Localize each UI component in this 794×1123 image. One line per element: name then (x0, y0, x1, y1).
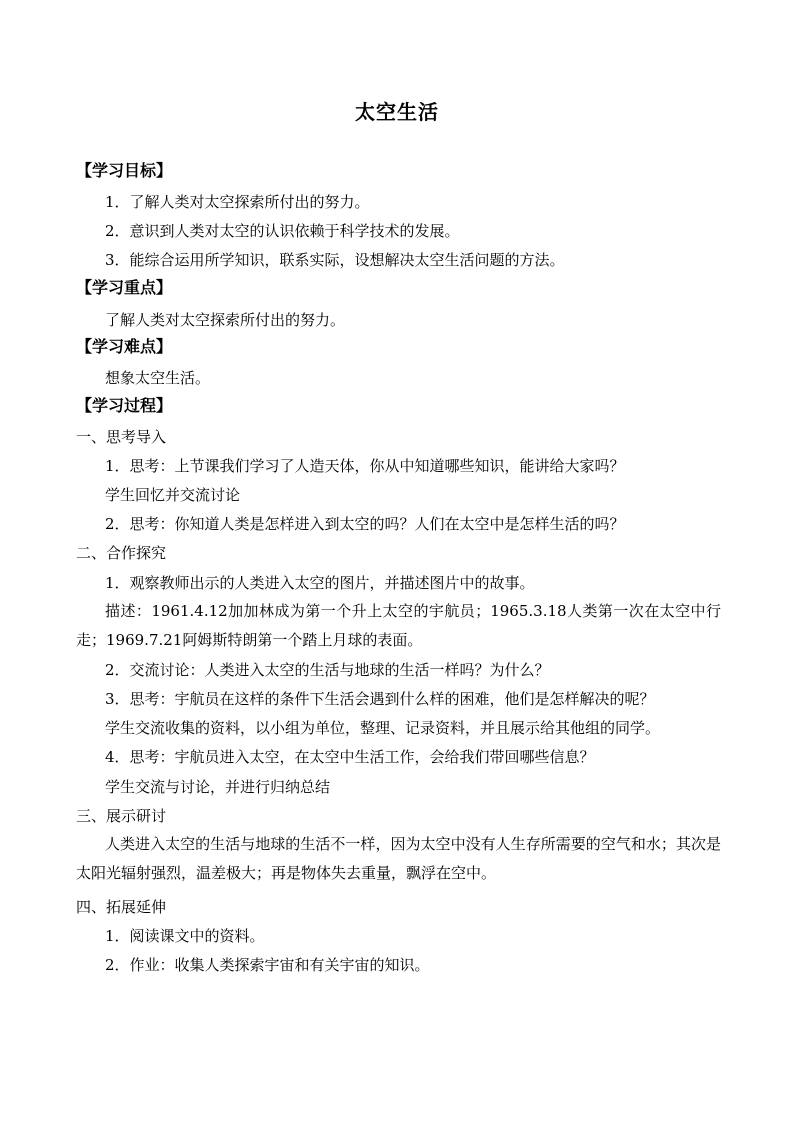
section2-item-2: 2．交流讨论：人类进入太空的生活与地球的生活一样吗？为什么？ (105, 661, 550, 679)
section2-item-4: 4．思考：宇航员进入太空，在太空中生活工作，会给我们带回哪些信息？ (105, 748, 595, 766)
section4-title: 四、拓展延伸 (76, 898, 167, 916)
section1-note-1: 学生回忆并交流讨论 (105, 486, 241, 504)
key-point-text: 了解人类对太空探索所付出的努力。 (105, 311, 346, 329)
difficulty-text: 想象太空生活。 (105, 369, 211, 387)
section2-item-3: 3．思考：宇航员在这样的条件下生活会遇到什么样的困难，他们是怎样解决的呢？ (105, 690, 655, 708)
objectives-heading: 【学习目标】 (76, 161, 173, 180)
objective-item-2: 2．意识到人类对太空的认识依赖于科学技术的发展。 (105, 222, 460, 240)
key-point-heading: 【学习重点】 (76, 278, 173, 297)
section4-item-1: 1．阅读课文中的资料。 (105, 927, 265, 945)
section2-item-1: 1．观察教师出示的人类进入太空的图片，并描述图片中的故事。 (105, 574, 535, 592)
section2-title: 二、合作探究 (76, 544, 167, 562)
section2-note-3: 学生交流收集的资料，以小组为单位，整理、记录资料，并且展示给其他组的同学。 (105, 719, 661, 737)
section2-description: 描述：1961.4.12加加林成为第一个升上太空的宇航员；1965.3.18人类第一次在太空中行走；1969.7.21阿姆斯特朗第一个踏上月球的表面。 (76, 602, 721, 649)
objective-item-3: 3．能综合运用所学知识，联系实际，设想解决太空生活问题的方法。 (105, 251, 565, 269)
section3-title: 三、展示研讨 (76, 807, 167, 825)
section4-item-2: 2．作业：收集人类探索宇宙和有关宇宙的知识。 (105, 956, 430, 974)
section3-text: 人类进入太空的生活与地球的生活不一样，因为太空中没有人生存所需要的空气和水；其次是太阳光辐射强烈，温差极大；再是物体失去重量，飘浮在空中。 (76, 835, 721, 882)
section1-question-1: 1．思考：上节课我们学习了人造天体，你从中知道哪些知识，能讲给大家吗？ (105, 457, 625, 475)
section1-title: 一、思考导入 (76, 428, 167, 446)
objective-item-1: 1．了解人类对太空探索所付出的努力。 (105, 193, 370, 211)
section1-question-2: 2．思考：你知道人类是怎样进入到太空的吗？人们在太空中是怎样生活的吗？ (105, 515, 625, 533)
difficulty-heading: 【学习难点】 (76, 337, 173, 356)
process-heading: 【学习过程】 (76, 396, 173, 415)
section2-note-4: 学生交流与讨论，并进行归纳总结 (105, 778, 331, 796)
document-title: 太空生活 (355, 100, 439, 124)
